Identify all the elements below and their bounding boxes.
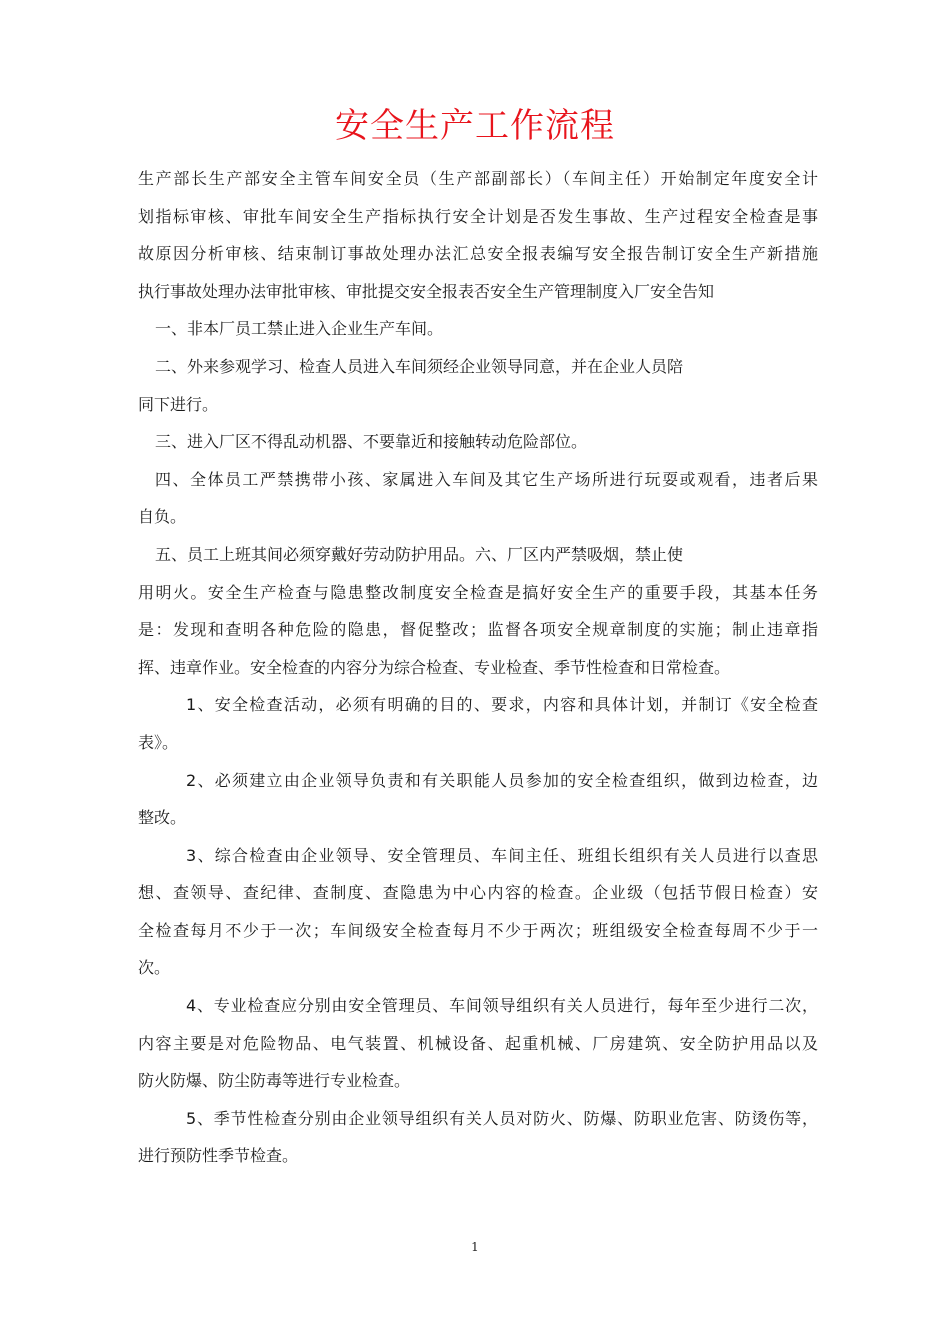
paragraph-line: 划指标审核、审批车间安全生产指标执行安全计划是否发生事故、生产过程安全检查是事 [138, 206, 818, 226]
paragraph-line: 表》。 [138, 732, 179, 752]
paragraph-line: 自负。 [138, 507, 187, 527]
paragraph-line: 想、查领导、查纪律、查制度、查隐患为中心内容的检查。企业级（包括节假日检查）安 [138, 883, 818, 903]
notice-item-3: 三、进入厂区不得乱动机器、不要靠近和接触转动危险部位。 [155, 432, 588, 452]
document-title: 安全生产工作流程 [335, 106, 615, 146]
document-body [138, 160, 818, 1175]
paragraph-line: 全检查每月不少于一次；车间级安全检查每月不少于两次；班组级安全检查每周不少于一 [138, 920, 818, 940]
paragraph-line: 防火防爆、防尘防毒等进行专业检查。 [138, 1071, 411, 1091]
paragraph-line: 用明火。安全生产检查与隐患整改制度安全检查是搞好安全生产的重要手段，其基本任务 [138, 582, 818, 602]
paragraph-line: 次。 [138, 958, 171, 978]
check-item-2: 2、必须建立由企业领导负责和有关职能人员参加的安全检查组织，做到边检查，边 [186, 770, 818, 790]
check-item-4: 4、专业检查应分别由安全管理员、车间领导组织有关人员进行，每年至少进行二次， [186, 996, 818, 1016]
paragraph-line: 进行预防性季节检查。 [138, 1146, 299, 1166]
notice-item-4: 四、全体员工严禁携带小孩、家属进入车间及其它生产场所进行玩耍或观看，违者后果 [155, 469, 818, 489]
check-item-3: 3、综合检查由企业领导、安全管理员、车间主任、班组长组织有关人员进行以查思 [186, 845, 818, 865]
check-item-1: 1、安全检查活动，必须有明确的目的、要求，内容和具体计划，并制订《安全检查 [186, 695, 818, 715]
notice-item-5: 五、员工上班其间必须穿戴好劳动防护用品。六、厂区内严禁吸烟，禁止使 [155, 544, 684, 564]
paragraph-line: 生产部长生产部安全主管车间安全员（生产部副部长）（车间主任）开始制定年度安全计 [138, 169, 818, 188]
paragraph-line: 是：发现和查明各种危险的隐患，督促整改；监督各项安全规章制度的实施；制止违章指 [138, 620, 818, 640]
page-number: 1 [471, 1240, 479, 1254]
paragraph-line: 内容主要是对危险物品、电气装置、机械设备、起重机械、厂房建筑、安全防护用品以及 [138, 1033, 818, 1053]
paragraph-line: 执行事故处理办法审批审核、审批提交安全报表否安全生产管理制度入厂安全告知 [138, 281, 715, 301]
check-item-5: 5、季节性检查分别由企业领导组织有关人员对防火、防爆、防职业危害、防烫伤等， [186, 1108, 818, 1128]
paragraph-line: 故原因分析审核、结束制订事故处理办法汇总安全报表编写安全报告制订安全生产新措施 [138, 244, 818, 264]
paragraph-line: 挥、违章作业。安全检查的内容分为综合检查、专业检查、季节性检查和日常检查。 [138, 657, 731, 677]
notice-item-1: 一、非本厂员工禁止进入企业生产车间。 [155, 319, 444, 339]
paragraph-line: 整改。 [138, 808, 187, 828]
paragraph-line: 同下进行。 [138, 394, 219, 414]
notice-item-2: 二、外来参观学习、检查人员进入车间须经企业领导同意，并在企业人员陪 [155, 356, 684, 376]
